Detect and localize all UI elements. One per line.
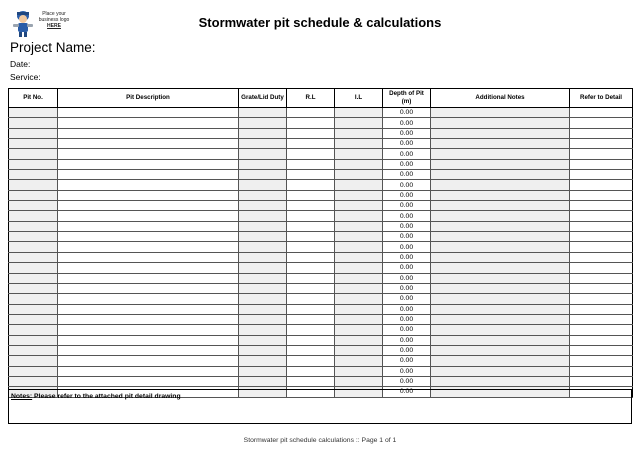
- grate-lid-duty-cell[interactable]: [239, 345, 287, 355]
- rl-cell[interactable]: [287, 345, 335, 355]
- pit-no-cell[interactable]: [9, 170, 58, 180]
- il-cell[interactable]: [335, 252, 383, 262]
- grate-lid-duty-cell[interactable]: [239, 263, 287, 273]
- refer-to-detail-cell[interactable]: [570, 283, 633, 293]
- rl-cell[interactable]: [287, 356, 335, 366]
- depth-cell[interactable]: 0.00: [383, 263, 431, 273]
- pit-no-cell[interactable]: [9, 356, 58, 366]
- additional-notes-cell[interactable]: [431, 294, 570, 304]
- grate-lid-duty-cell[interactable]: [239, 252, 287, 262]
- pit-no-cell[interactable]: [9, 180, 58, 190]
- il-cell[interactable]: [335, 118, 383, 128]
- depth-cell[interactable]: 0.00: [383, 211, 431, 221]
- pit-no-cell[interactable]: [9, 232, 58, 242]
- logo-line-1: Place your: [42, 11, 66, 17]
- il-cell[interactable]: [335, 149, 383, 159]
- depth-cell[interactable]: 0.00: [383, 304, 431, 314]
- il-cell[interactable]: [335, 366, 383, 376]
- il-cell[interactable]: [335, 314, 383, 324]
- additional-notes-cell[interactable]: [431, 345, 570, 355]
- depth-cell[interactable]: 0.00: [383, 118, 431, 128]
- pit-no-cell[interactable]: [9, 273, 58, 283]
- pit-description-cell[interactable]: [58, 366, 239, 376]
- pit-description-cell[interactable]: [58, 356, 239, 366]
- pit-no-cell[interactable]: [9, 211, 58, 221]
- pit-no-cell[interactable]: [9, 263, 58, 273]
- additional-notes-cell[interactable]: [431, 252, 570, 262]
- table-row: [9, 263, 633, 273]
- pit-no-cell[interactable]: [9, 376, 58, 386]
- pit-description-cell[interactable]: [58, 190, 239, 200]
- rl-cell[interactable]: [287, 366, 335, 376]
- depth-cell[interactable]: 0.00: [383, 242, 431, 252]
- additional-notes-cell[interactable]: [431, 335, 570, 345]
- refer-to-detail-cell[interactable]: [570, 170, 633, 180]
- header-rl: R.L: [287, 89, 335, 108]
- pit-description-cell[interactable]: [58, 139, 239, 149]
- il-cell[interactable]: [335, 263, 383, 273]
- rl-cell[interactable]: [287, 283, 335, 293]
- il-cell[interactable]: [335, 325, 383, 335]
- rl-cell[interactable]: [287, 128, 335, 138]
- il-cell[interactable]: [335, 232, 383, 242]
- pit-description-cell[interactable]: [58, 201, 239, 211]
- rl-cell[interactable]: [287, 170, 335, 180]
- il-cell[interactable]: [335, 335, 383, 345]
- grate-lid-duty-cell[interactable]: [239, 180, 287, 190]
- rl-cell[interactable]: [287, 304, 335, 314]
- rl-cell[interactable]: [287, 335, 335, 345]
- refer-to-detail-cell[interactable]: [570, 201, 633, 211]
- grate-lid-duty-cell[interactable]: [239, 335, 287, 345]
- table-row: [9, 221, 633, 231]
- pit-no-cell[interactable]: [9, 128, 58, 138]
- table-row: [9, 345, 633, 355]
- refer-to-detail-cell[interactable]: [570, 128, 633, 138]
- pit-description-cell[interactable]: [58, 376, 239, 386]
- additional-notes-cell[interactable]: [431, 221, 570, 231]
- rl-cell[interactable]: [287, 325, 335, 335]
- table-row: [9, 314, 633, 324]
- grate-lid-duty-cell[interactable]: [239, 304, 287, 314]
- grate-lid-duty-cell[interactable]: [239, 139, 287, 149]
- table-row: [9, 325, 633, 335]
- il-cell[interactable]: [335, 170, 383, 180]
- il-cell[interactable]: [335, 201, 383, 211]
- pit-description-cell[interactable]: [58, 325, 239, 335]
- header-depth-line-1: Depth of Pit: [389, 90, 424, 97]
- pit-description-cell[interactable]: [58, 263, 239, 273]
- pit-description-cell[interactable]: [58, 294, 239, 304]
- header-pit-description: Pit Description: [58, 89, 239, 108]
- additional-notes-cell[interactable]: [431, 211, 570, 221]
- header-depth-of-pit: [383, 89, 431, 108]
- additional-notes-cell[interactable]: [431, 201, 570, 211]
- pit-description-cell[interactable]: [58, 149, 239, 159]
- pit-no-cell[interactable]: [9, 335, 58, 345]
- grate-lid-duty-cell[interactable]: [239, 170, 287, 180]
- additional-notes-cell[interactable]: [431, 273, 570, 283]
- depth-cell[interactable]: 0.00: [383, 314, 431, 324]
- table-row: [9, 252, 633, 262]
- refer-to-detail-cell[interactable]: [570, 232, 633, 242]
- depth-cell[interactable]: 0.00: [383, 232, 431, 242]
- il-cell[interactable]: [335, 139, 383, 149]
- rl-cell[interactable]: [287, 190, 335, 200]
- pit-no-cell[interactable]: [9, 108, 58, 118]
- refer-to-detail-cell[interactable]: [570, 366, 633, 376]
- il-cell[interactable]: [335, 221, 383, 231]
- service-label: Service:: [10, 72, 41, 82]
- project-name-label: Project Name:: [10, 40, 96, 55]
- il-cell[interactable]: [335, 242, 383, 252]
- additional-notes-cell[interactable]: [431, 159, 570, 169]
- header-additional-notes: Additional Notes: [431, 89, 570, 108]
- pit-description-cell[interactable]: [58, 232, 239, 242]
- depth-cell[interactable]: 0.00: [383, 387, 431, 397]
- refer-to-detail-cell[interactable]: [570, 211, 633, 221]
- pit-description-cell[interactable]: [58, 242, 239, 252]
- page-title: Stormwater pit schedule & calculations: [198, 15, 442, 30]
- depth-cell[interactable]: 0.00: [383, 159, 431, 169]
- refer-to-detail-cell[interactable]: [570, 190, 633, 200]
- il-cell[interactable]: [335, 190, 383, 200]
- notes-text: Please refer to the attached pit detail drawing: [32, 393, 181, 400]
- pit-no-cell[interactable]: [9, 159, 58, 169]
- refer-to-detail-cell[interactable]: [570, 294, 633, 304]
- depth-cell[interactable]: 0.00: [383, 180, 431, 190]
- additional-notes-cell[interactable]: [431, 304, 570, 314]
- il-cell[interactable]: [335, 159, 383, 169]
- table-row: [9, 190, 633, 200]
- notes-line: [11, 393, 181, 400]
- table-row: [9, 304, 633, 314]
- depth-cell[interactable]: 0.00: [383, 376, 431, 386]
- additional-notes-cell[interactable]: [431, 118, 570, 128]
- il-cell[interactable]: [335, 345, 383, 355]
- table-row: [9, 149, 633, 159]
- table-row: [9, 170, 633, 180]
- additional-notes-cell[interactable]: [431, 128, 570, 138]
- rl-cell[interactable]: [287, 201, 335, 211]
- grate-lid-duty-cell[interactable]: [239, 190, 287, 200]
- refer-to-detail-cell[interactable]: [570, 335, 633, 345]
- grate-lid-duty-cell[interactable]: [239, 108, 287, 118]
- rl-cell[interactable]: [287, 314, 335, 324]
- pit-no-cell[interactable]: [9, 283, 58, 293]
- additional-notes-cell[interactable]: [431, 190, 570, 200]
- pit-no-cell[interactable]: [9, 118, 58, 128]
- refer-to-detail-cell[interactable]: [570, 221, 633, 231]
- table-row: [9, 376, 633, 386]
- grate-lid-duty-cell[interactable]: [239, 366, 287, 376]
- logo-line-2: business logo: [38, 17, 70, 23]
- table-row: [9, 356, 633, 366]
- il-cell[interactable]: [335, 376, 383, 386]
- depth-cell[interactable]: 0.00: [383, 345, 431, 355]
- il-cell[interactable]: [335, 304, 383, 314]
- depth-cell[interactable]: 0.00: [383, 325, 431, 335]
- rl-cell[interactable]: [287, 232, 335, 242]
- table-row: [9, 366, 633, 376]
- additional-notes-cell[interactable]: [431, 149, 570, 159]
- refer-to-detail-cell[interactable]: [570, 376, 633, 386]
- refer-to-detail-cell[interactable]: [570, 159, 633, 169]
- depth-cell[interactable]: 0.00: [383, 221, 431, 231]
- pit-no-cell[interactable]: [9, 242, 58, 252]
- rl-cell[interactable]: [287, 376, 335, 386]
- grate-lid-duty-cell[interactable]: [239, 149, 287, 159]
- depth-cell[interactable]: 0.00: [383, 170, 431, 180]
- table-row: [9, 294, 633, 304]
- additional-notes-cell[interactable]: [431, 232, 570, 242]
- table-row: [9, 283, 633, 293]
- table-row: [9, 242, 633, 252]
- additional-notes-cell[interactable]: [431, 283, 570, 293]
- rl-cell[interactable]: [287, 159, 335, 169]
- grate-lid-duty-cell[interactable]: [239, 325, 287, 335]
- grate-lid-duty-cell[interactable]: [239, 201, 287, 211]
- pit-no-cell[interactable]: [9, 221, 58, 231]
- refer-to-detail-cell[interactable]: [570, 345, 633, 355]
- pit-no-cell[interactable]: [9, 345, 58, 355]
- depth-cell[interactable]: 0.00: [383, 201, 431, 211]
- rl-cell[interactable]: [287, 221, 335, 231]
- depth-cell[interactable]: 0.00: [383, 273, 431, 283]
- il-cell[interactable]: [335, 356, 383, 366]
- pit-description-cell[interactable]: [58, 159, 239, 169]
- grate-lid-duty-cell[interactable]: [239, 221, 287, 231]
- pit-description-cell[interactable]: [58, 252, 239, 262]
- grate-lid-duty-cell[interactable]: [239, 118, 287, 128]
- table-body: [9, 108, 633, 398]
- pit-no-cell[interactable]: [9, 190, 58, 200]
- notes-box: [8, 389, 632, 424]
- header-depth-line-2: (m): [401, 98, 412, 105]
- il-cell[interactable]: [335, 273, 383, 283]
- il-cell[interactable]: [335, 108, 383, 118]
- depth-cell[interactable]: 0.00: [383, 190, 431, 200]
- table-row: [9, 201, 633, 211]
- refer-to-detail-cell[interactable]: [570, 139, 633, 149]
- table-row: [9, 139, 633, 149]
- rl-cell[interactable]: [287, 273, 335, 283]
- pit-no-cell[interactable]: [9, 139, 58, 149]
- additional-notes-cell[interactable]: [431, 314, 570, 324]
- pit-description-cell[interactable]: [58, 211, 239, 221]
- grate-lid-duty-cell[interactable]: [239, 242, 287, 252]
- table-row: [9, 128, 633, 138]
- refer-to-detail-cell[interactable]: [570, 242, 633, 252]
- table-header-row: [9, 89, 633, 108]
- pit-description-cell[interactable]: [58, 314, 239, 324]
- additional-notes-cell[interactable]: [431, 180, 570, 190]
- depth-cell[interactable]: 0.00: [383, 283, 431, 293]
- header-pit-no: Pit No.: [9, 89, 58, 108]
- refer-to-detail-cell[interactable]: [570, 273, 633, 283]
- rl-cell[interactable]: [287, 108, 335, 118]
- grate-lid-duty-cell[interactable]: [239, 128, 287, 138]
- header-refer-to-detail: Refer to Detail: [570, 89, 633, 108]
- table-row: [9, 232, 633, 242]
- pit-description-cell[interactable]: [58, 118, 239, 128]
- rl-cell[interactable]: [287, 118, 335, 128]
- refer-to-detail-cell[interactable]: [570, 356, 633, 366]
- grate-lid-duty-cell[interactable]: [239, 356, 287, 366]
- il-cell[interactable]: [335, 294, 383, 304]
- table-row: [9, 118, 633, 128]
- date-label: Date:: [10, 59, 31, 69]
- il-cell[interactable]: [335, 283, 383, 293]
- header-il: I.L: [335, 89, 383, 108]
- pit-description-cell[interactable]: [58, 273, 239, 283]
- additional-notes-cell[interactable]: [431, 366, 570, 376]
- refer-to-detail-cell[interactable]: [570, 118, 633, 128]
- grate-lid-duty-cell[interactable]: [239, 232, 287, 242]
- rl-cell[interactable]: [287, 180, 335, 190]
- notes-label: Notes:: [11, 393, 33, 400]
- refer-to-detail-cell[interactable]: [570, 108, 633, 118]
- rl-cell[interactable]: [287, 149, 335, 159]
- depth-cell[interactable]: 0.00: [383, 294, 431, 304]
- grate-lid-duty-cell[interactable]: [239, 211, 287, 221]
- pit-schedule-table: [8, 88, 633, 398]
- additional-notes-cell[interactable]: [431, 263, 570, 273]
- pit-description-cell[interactable]: [58, 345, 239, 355]
- additional-notes-cell[interactable]: [431, 356, 570, 366]
- refer-to-detail-cell[interactable]: [570, 263, 633, 273]
- additional-notes-cell[interactable]: [431, 139, 570, 149]
- refer-to-detail-cell[interactable]: [570, 252, 633, 262]
- pit-description-cell[interactable]: [58, 221, 239, 231]
- depth-cell[interactable]: 0.00: [383, 149, 431, 159]
- depth-cell[interactable]: 0.00: [383, 252, 431, 262]
- pit-description-cell[interactable]: [58, 180, 239, 190]
- depth-cell[interactable]: 0.00: [383, 356, 431, 366]
- grate-lid-duty-cell[interactable]: [239, 376, 287, 386]
- il-cell[interactable]: [335, 128, 383, 138]
- pit-no-cell[interactable]: [9, 294, 58, 304]
- il-cell[interactable]: [335, 180, 383, 190]
- page-footer: Stormwater pit schedule calculations :: Page 1 of 1: [243, 437, 397, 444]
- table-row: [9, 335, 633, 345]
- grate-lid-duty-cell[interactable]: [239, 294, 287, 304]
- refer-to-detail-cell[interactable]: [570, 304, 633, 314]
- header-grate-lid-duty: Grate/Lid Duty: [239, 89, 287, 108]
- refer-to-detail-cell[interactable]: [570, 314, 633, 324]
- pit-no-cell[interactable]: [9, 325, 58, 335]
- rl-cell[interactable]: [287, 252, 335, 262]
- rl-cell[interactable]: [287, 242, 335, 252]
- refer-to-detail-cell[interactable]: [570, 149, 633, 159]
- pit-description-cell[interactable]: [58, 128, 239, 138]
- il-cell[interactable]: [335, 211, 383, 221]
- table-row: [9, 108, 633, 118]
- pit-no-cell[interactable]: [9, 252, 58, 262]
- depth-cell[interactable]: 0.00: [383, 128, 431, 138]
- additional-notes-cell[interactable]: [431, 108, 570, 118]
- pit-description-cell[interactable]: [58, 170, 239, 180]
- additional-notes-cell[interactable]: [431, 376, 570, 386]
- pit-no-cell[interactable]: [9, 201, 58, 211]
- depth-cell[interactable]: 0.00: [383, 335, 431, 345]
- depth-cell[interactable]: 0.00: [383, 139, 431, 149]
- pit-no-cell[interactable]: [9, 314, 58, 324]
- pit-description-cell[interactable]: [58, 283, 239, 293]
- additional-notes-cell[interactable]: [431, 325, 570, 335]
- rl-cell[interactable]: [287, 211, 335, 221]
- table-row: [9, 273, 633, 283]
- logo-line-3: HERE: [47, 23, 61, 29]
- depth-cell[interactable]: 0.00: [383, 108, 431, 118]
- table-row: [9, 180, 633, 190]
- pit-no-cell[interactable]: [9, 366, 58, 376]
- pit-description-cell[interactable]: [58, 304, 239, 314]
- grate-lid-duty-cell[interactable]: [239, 283, 287, 293]
- pit-no-cell[interactable]: [9, 149, 58, 159]
- refer-to-detail-cell[interactable]: [570, 325, 633, 335]
- rl-cell[interactable]: [287, 294, 335, 304]
- rl-cell[interactable]: [287, 139, 335, 149]
- grate-lid-duty-cell[interactable]: [239, 314, 287, 324]
- refer-to-detail-cell[interactable]: [570, 180, 633, 190]
- table-row: [9, 211, 633, 221]
- additional-notes-cell[interactable]: [431, 170, 570, 180]
- grate-lid-duty-cell[interactable]: [239, 273, 287, 283]
- depth-cell[interactable]: 0.00: [383, 366, 431, 376]
- additional-notes-cell[interactable]: [431, 242, 570, 252]
- table-row: [9, 159, 633, 169]
- pit-description-cell[interactable]: [58, 108, 239, 118]
- pit-no-cell[interactable]: [9, 304, 58, 314]
- grate-lid-duty-cell[interactable]: [239, 159, 287, 169]
- rl-cell[interactable]: [287, 263, 335, 273]
- pit-description-cell[interactable]: [58, 335, 239, 345]
